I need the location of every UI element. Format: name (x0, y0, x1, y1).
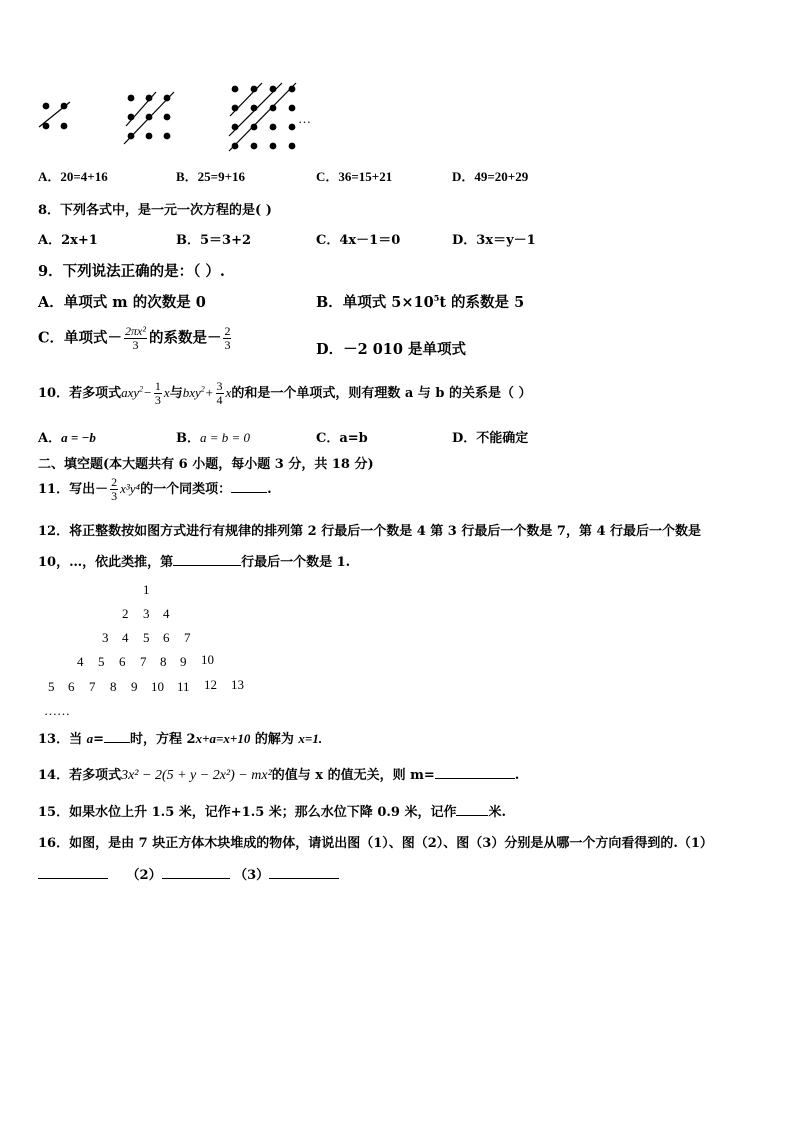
triangle-cell: 9 (131, 679, 138, 694)
q15-answer-blank[interactable] (456, 803, 488, 816)
q7-option-a[interactable]: A．20=4+16 (38, 169, 108, 184)
q13-answer-blank[interactable] (104, 730, 130, 743)
q8-option-d[interactable]: D．3x＝y－1 (452, 233, 536, 248)
triangle-cell: 4 (122, 630, 129, 645)
q8-option-b[interactable]: B．5＝3+2 (176, 233, 252, 248)
q10-fraction-2: $\frac{3}{4}$ (216, 379, 223, 407)
q8-option-c[interactable]: C．4x－1＝0 (316, 233, 401, 248)
triangle-ellipsis: …… (44, 703, 70, 718)
q9-option-b-pre: B．单项式 5×10 (316, 294, 434, 311)
triangle-cell: 10 (201, 652, 214, 667)
q9-c-fraction-2: $\frac{2}{3}$ (224, 324, 231, 352)
q11-fraction: $\frac{2}{3}$ (111, 475, 118, 503)
triangle-cell: 6 (68, 679, 75, 694)
triangle-cell: 3 (102, 630, 109, 645)
q8-stem: 8．下列各式中，是一元一次方程的是( ) (38, 203, 272, 218)
q11: 11．写出－ $\frac{2}{3}$ x³y⁴的一个同类项： . (38, 475, 272, 503)
triangle-cell: 4 (163, 606, 170, 621)
q9-option-d[interactable]: D．－2 010 是单项式 (316, 341, 467, 358)
triangle-cell: 8 (110, 679, 117, 694)
triangle-cell: 11 (177, 679, 190, 694)
q10-option-d[interactable]: D．不能确定 (452, 431, 529, 446)
dot-pattern-3x3 (124, 92, 174, 144)
q9-option-b[interactable] (316, 291, 524, 312)
q15: 15．如果水位上升 1.5 米，记作+1.5 米；那么水位下降 0.9 米，记作 米. (38, 805, 506, 820)
q10-x2: x (225, 385, 232, 400)
q10-x1: x (163, 385, 170, 400)
triangle-cell: 12 (204, 677, 217, 692)
q16-answer-blank-3[interactable] (269, 866, 339, 879)
q12-answer-blank[interactable] (173, 553, 241, 566)
q8-option-a[interactable]: A．2x+1 (38, 233, 98, 248)
q7-option-b[interactable]: B．25=9+16 (176, 169, 245, 184)
q10-option-a[interactable]: A．a = −b (38, 430, 96, 446)
q10-with: 与 (169, 386, 183, 401)
q10-pre: 10．若多项式 (38, 386, 122, 401)
triangle-cell: 5 (48, 679, 55, 694)
triangle-cell: 4 (77, 654, 84, 669)
q10-option-c[interactable]: C．a=b (316, 431, 368, 446)
q10-minus: − (143, 385, 152, 400)
q9-option-b-exp: 5 (433, 293, 440, 304)
q10-fraction-1: $\frac{1}{3}$ (154, 379, 161, 407)
q16-line2: （2） （3） (38, 864, 339, 883)
q14-answer-blank[interactable] (435, 766, 515, 779)
q12-line2: 10，…，依此类推，第 行最后一个数是 1. (38, 555, 351, 570)
q11-answer-blank[interactable] (231, 480, 267, 493)
q11-monomial: x³y⁴ (120, 481, 141, 496)
dot-pattern-4x4 (229, 83, 296, 151)
triangle-cell: 3 (143, 606, 150, 621)
triangle-cell: 5 (98, 654, 105, 669)
q9-option-c[interactable] (38, 325, 233, 352)
triangle-cell: 10 (151, 679, 164, 694)
dot-pattern-2x2 (39, 102, 70, 129)
q14: 14．若多项式3x² − 2(5 + y − 2x²) − mx²的值与 x 的值无关，则 m= . (38, 768, 520, 783)
q9-option-c-mid: 的系数是－ (148, 329, 222, 347)
dot-pattern-ellipsis: … (298, 111, 311, 126)
q14-polynomial: 3x² − 2(5 + y − 2x²) − mx² (121, 768, 272, 783)
q9-c-fraction-1: $\frac{\text{2πx²}}{3}$ (125, 324, 146, 352)
q10-expr1: axy$^2$ (121, 384, 144, 400)
q7-option-c[interactable]: C．36=15+21 (316, 169, 393, 184)
triangle-cell: 5 (143, 630, 150, 645)
q10-stem (38, 380, 531, 407)
q9-stem: 9．下列说法正确的是：（ ）. (38, 263, 225, 280)
q12-line1: 12．将正整数按如图方式进行有规律的排列第 2 行最后一个数是 4 第 3 行最后一个数是 7，第 4 行最后一个数是 (38, 524, 702, 539)
q10-post: 的和是一个单项式，则有理数 a 与 b 的关系是（ ） (231, 386, 532, 401)
triangle-cell: 2 (122, 606, 129, 621)
triangle-cell: 6 (163, 630, 170, 645)
q11-post: 的一个同类项： (140, 482, 232, 497)
q10-option-b[interactable]: B．a = b = 0 (176, 430, 251, 446)
dot-pattern-figure (30, 80, 320, 152)
q9-option-a[interactable]: A．单项式 m 的次数是 0 (38, 294, 206, 311)
q7-option-d[interactable]: D．49=20+29 (452, 169, 529, 184)
q9-option-b-post: t 的系数是 5 (439, 294, 525, 311)
q16-answer-blank-2[interactable] (162, 866, 230, 879)
triangle-cell: 6 (119, 654, 126, 669)
triangle-cell: 1 (143, 582, 150, 597)
q16-line1: 16．如图，是由 7 块正方体木块堆成的物体，请说出图（1）、图（2）、图（3）分别是从哪一个方向看得到的.（1） (38, 836, 713, 851)
q13: 13．当 a= 时，方程 2x+a=x+10 的解为 x=1. (38, 731, 323, 747)
triangle-cell: 9 (180, 654, 187, 669)
triangle-cell: 7 (140, 654, 147, 669)
triangle-cell: 7 (89, 679, 96, 694)
q16-answer-blank-1[interactable] (38, 866, 108, 879)
section-heading-fill-in: 二、填空题(本大题共有 6 小题，每小题 3 分，共 18 分) (38, 457, 374, 472)
triangle-cell: 8 (160, 654, 167, 669)
triangle-cell: 7 (184, 630, 191, 645)
triangle-cell: 13 (231, 677, 244, 692)
q10-expr2: bxy$^2$ (182, 384, 205, 400)
q10-plus: + (204, 385, 214, 400)
q11-pre: 11．写出－ (38, 482, 109, 497)
q9-option-c-pre: C．单项式－ (38, 329, 123, 347)
